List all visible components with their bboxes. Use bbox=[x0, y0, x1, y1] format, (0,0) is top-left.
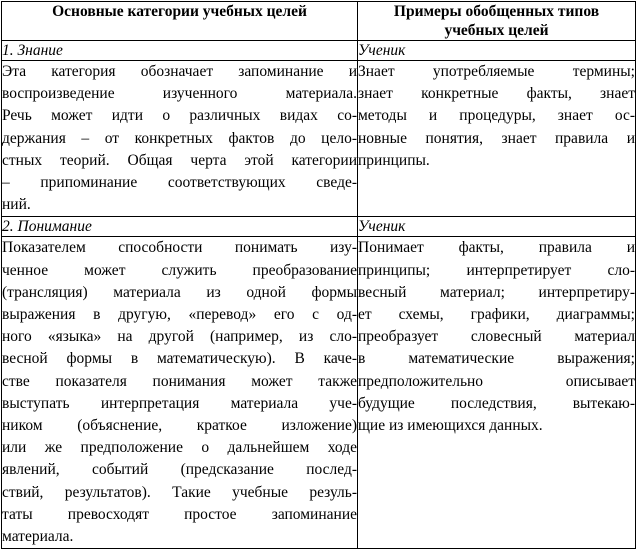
examples-understanding bbox=[358, 237, 636, 549]
example-line: новные понятия, знает правила и bbox=[358, 129, 635, 147]
example-line: методы и процедуры, знает ос- bbox=[358, 107, 635, 125]
header-examples-line-2: учебных целей bbox=[444, 22, 549, 39]
content-row-knowledge bbox=[2, 61, 636, 217]
example-line: в математические выражения; bbox=[358, 350, 635, 368]
description-line: выступать интерпретация материала уче- bbox=[2, 394, 357, 412]
description-line: – припоминание соответствующих сведе- bbox=[2, 174, 357, 192]
category-row-understanding bbox=[2, 217, 636, 237]
header-categories-text: Основные категории учебных целей bbox=[52, 3, 307, 20]
example-line: весный материал; интерпретиру- bbox=[358, 283, 635, 301]
header-examples-line-1: Примеры обобщенных типов bbox=[393, 3, 600, 20]
example-line: знает конкретные факты, знает bbox=[358, 85, 635, 103]
description-line: ченное может служить преобразование bbox=[2, 261, 357, 279]
category-title-understanding: 2. Понимание bbox=[2, 217, 358, 237]
example-line: принципы. bbox=[358, 151, 430, 169]
description-line: ний. bbox=[2, 196, 31, 214]
description-line: держания – от конкретных фактов до цело- bbox=[2, 129, 357, 147]
header-categories bbox=[2, 2, 358, 41]
description-line: ного «языка» на другой (например, из сло- bbox=[2, 328, 357, 346]
description-line: выражения в другую, «перевод» его с од- bbox=[2, 306, 357, 324]
example-line: Знает употребляемые термины; bbox=[358, 63, 635, 80]
description-line: стных теорий. Общая черта этой категории bbox=[2, 151, 357, 169]
description-line: Эта категория обозначает запоминание и bbox=[2, 63, 357, 80]
description-understanding bbox=[2, 237, 358, 549]
header-examples bbox=[358, 2, 636, 41]
description-line: Показателем способности понимать изу- bbox=[2, 239, 357, 257]
content-row-understanding bbox=[2, 237, 636, 549]
example-head-understanding: Ученик bbox=[358, 217, 636, 237]
description-line: ствий, результатов). Такие учебные резуль- bbox=[2, 483, 357, 501]
description-knowledge bbox=[2, 61, 358, 217]
category-row-knowledge bbox=[2, 41, 636, 61]
category-title-knowledge: 1. Знание bbox=[2, 41, 358, 61]
description-line: таты превосходят простое запоминание bbox=[2, 505, 357, 523]
example-line: щие из имеющихся данных. bbox=[358, 417, 543, 435]
description-line: или же предположение о дальнейшем ходе bbox=[2, 439, 357, 457]
example-line: предположительно описывает bbox=[358, 372, 635, 390]
learning-goals-table bbox=[1, 1, 636, 549]
description-line: материала. bbox=[2, 528, 74, 546]
examples-knowledge bbox=[358, 61, 636, 217]
example-head-knowledge: Ученик bbox=[358, 41, 636, 61]
example-line: принципы; интерпретирует сло- bbox=[358, 261, 635, 279]
description-line: весной формы в математическую). В каче- bbox=[2, 350, 357, 368]
description-line: воспроизведение изученного материала. bbox=[2, 85, 357, 103]
description-line: стве показателя понимания может также bbox=[2, 372, 357, 390]
example-line: ет схемы, графики, диаграммы; bbox=[358, 306, 635, 324]
description-line: Речь может идти о различных видах со- bbox=[2, 107, 357, 125]
example-line: будущие последствия, вытекаю- bbox=[358, 394, 635, 412]
example-line: преобразует словесный материал bbox=[358, 328, 635, 346]
header-row bbox=[2, 2, 636, 41]
example-line: Понимает факты, правила и bbox=[358, 239, 635, 257]
description-line: (трансляция) материала из одной формы bbox=[2, 283, 357, 301]
description-line: явлений, событий (предсказание послед- bbox=[2, 461, 357, 479]
description-line: ником (объяснение, краткое изложение) bbox=[2, 417, 357, 435]
